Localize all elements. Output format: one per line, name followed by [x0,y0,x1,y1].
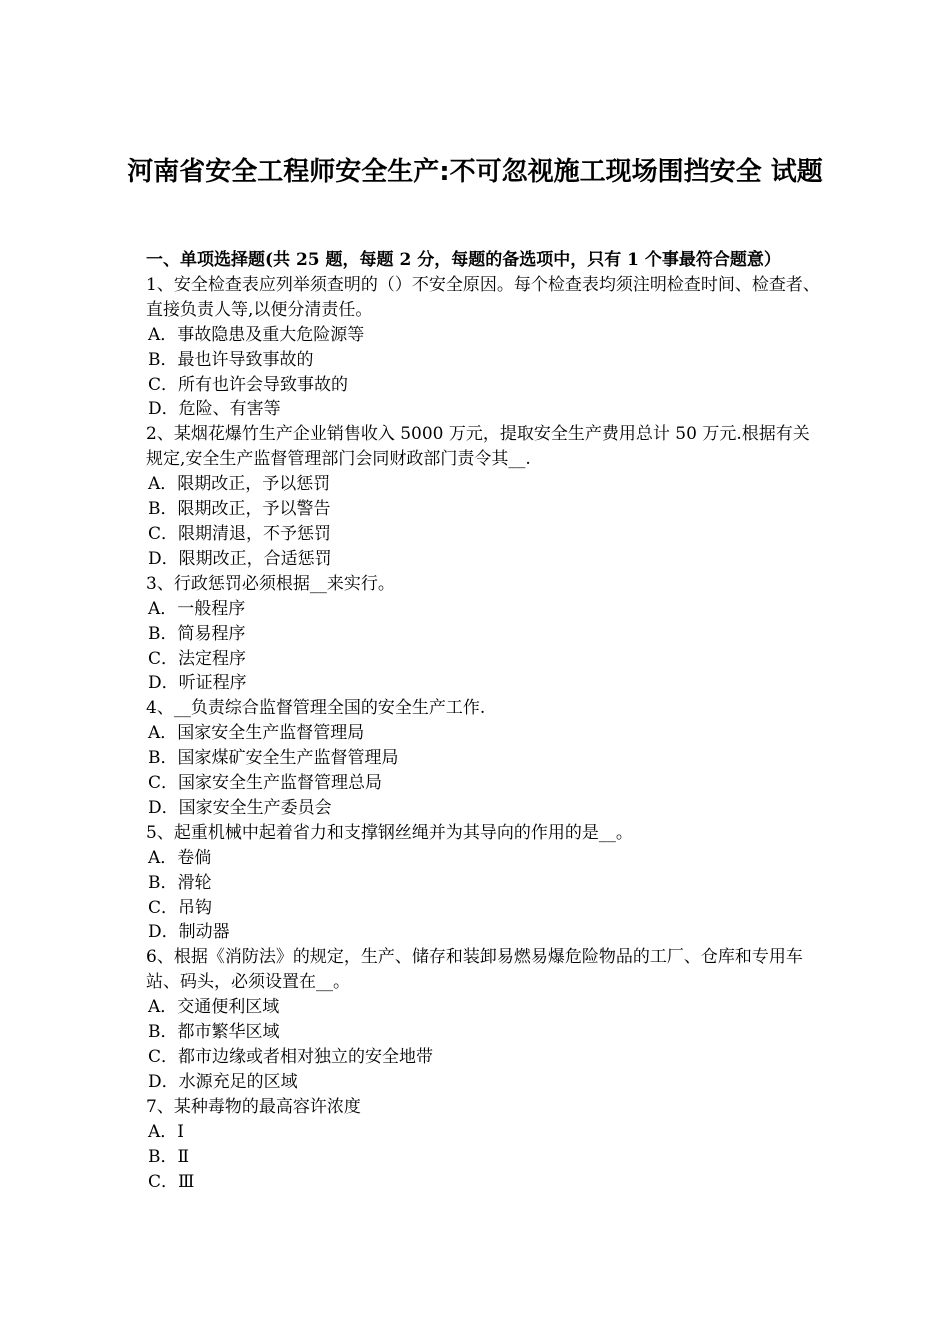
question-stem: 7、某种毒物的最高容许浓度 [146,1096,361,1117]
question-stem: 4、__负责综合监督管理全国的安全生产工作. [146,698,486,719]
answer-option: C．都市边缘或者相对独立的安全地带 [148,1047,434,1067]
question-stem: 6、根据《消防法》的规定，生产、储存和装卸易燃易爆危险物品的工厂、仓库和专用车站、码头，必须设置在__。 [146,947,803,993]
answer-option: C．所有也许会导致事故的 [148,374,349,395]
answer-option: A．一般程序 [148,598,246,619]
answer-option: B．Ⅱ [148,1146,190,1167]
question-item [146,273,826,422]
answer-option: A．限期改正，予以惩罚 [148,474,331,495]
answer-option: A．国家安全生产监督管理局 [148,723,365,744]
answer-option: B．限期改正，予以警告 [148,499,331,520]
answer-option: D．听证程序 [148,673,247,694]
answer-option: C．限期清退，不予惩罚 [148,523,332,544]
answer-option: C．法定程序 [148,648,247,669]
answer-option: A．卷倘 [148,847,212,868]
answer-option: D．危险、有害等 [148,399,281,420]
question-item [146,572,826,697]
answer-option: A．交通便利区域 [148,997,280,1018]
question-stem: 1、安全检查表应列举须查明的（）不安全原因。每个检查表均须注明检查时间、检查者、直接负责人等,以便分清责任。 [146,274,820,320]
question-stem: 5、起重机械中起着省力和支撑钢丝绳并为其导向的作用的是__。 [146,822,633,843]
answer-option: D．水源充足的区域 [148,1071,298,1092]
answer-option: D．制动器 [148,922,230,943]
answer-option: C．吊钩 [148,897,213,918]
section-heading: 一、单项选择题(共 25 题，每题 2 分，每题的备选项中，只有 1 个事最符合题意） [146,250,781,270]
answer-option: B．最也许导致事故的 [148,349,314,370]
question-item [146,1095,826,1195]
question-list [146,273,826,1195]
question-item [146,696,826,821]
answer-option: D．国家安全生产委员会 [148,797,332,818]
question-item [146,821,826,946]
answer-option: D．限期改正，合适惩罚 [148,548,332,569]
document-title: 河南省安全工程师安全生产:不可忽视施工现场围挡安全 试题 [127,157,823,187]
question-item [146,945,826,1094]
answer-option: A．Ⅰ [148,1121,184,1142]
answer-option: B．国家煤矿安全生产监督管理局 [148,748,399,769]
document-body [146,248,826,1194]
answer-option: B．滑轮 [148,872,212,893]
answer-option: B．都市繁华区域 [148,1022,280,1043]
answer-option: B．简易程序 [148,623,246,644]
answer-option: C．Ⅲ [148,1171,195,1192]
question-stem: 3、行政惩罚必须根据__来实行。 [146,573,395,594]
answer-option: C．国家安全生产监督管理总局 [148,773,383,794]
question-stem: 2、某烟花爆竹生产企业销售收入 5000 万元，提取安全生产费用总计 50 万元.根据有关规定,安全生产监督管理部门会同财政部门责令其__. [146,424,810,470]
answer-option: A．事故隐患及重大危险源等 [148,324,365,345]
question-item [146,422,826,571]
